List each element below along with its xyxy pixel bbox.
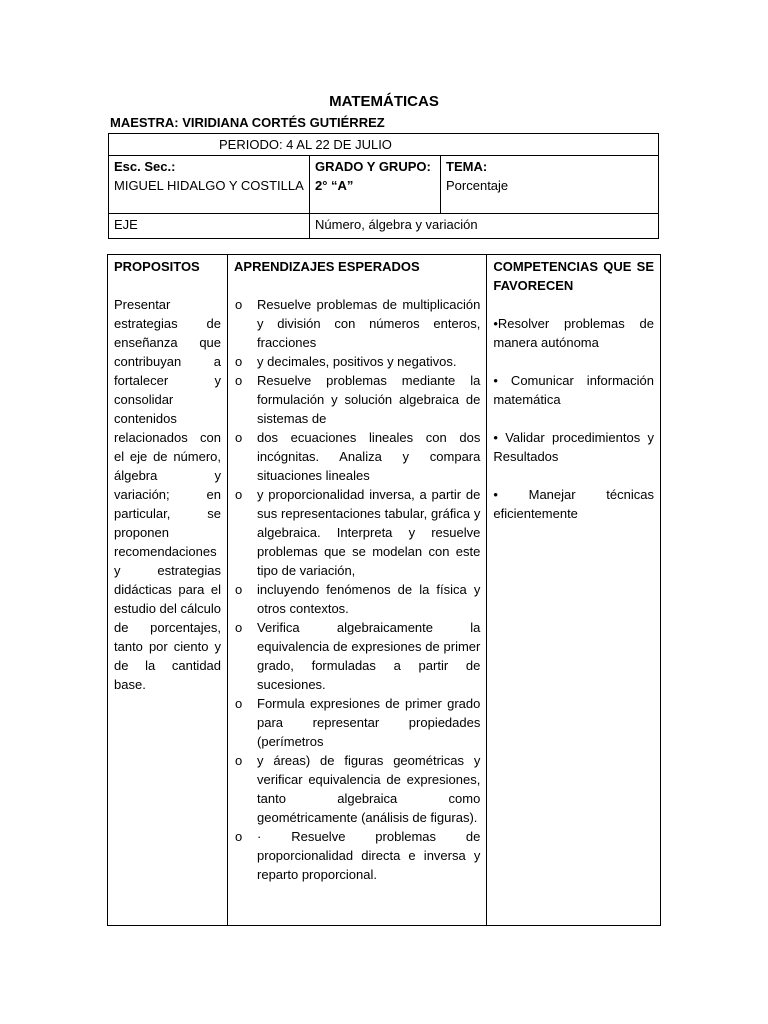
aprendizaje-item (234, 580, 480, 618)
aprendizaje-item (234, 827, 480, 884)
aprendizaje-item (234, 428, 480, 485)
aprendizaje-item (234, 618, 480, 694)
aprendizaje-text: Resuelve problemas de multiplicación y división con números enteros, fracciones (257, 297, 481, 350)
school-value: MIGUEL HIDALGO Y COSTILLA (114, 178, 304, 193)
aprendizaje-item (234, 485, 480, 580)
aprendizaje-text: y proporcionalidad inversa, a partir de sus representaciones tabular, gráfica y algebraica. Interpreta y resuelve problemas que se modelan con este tipo de variación, (257, 487, 481, 578)
aprendizajes-cell (228, 255, 487, 926)
grade-cell (310, 156, 441, 214)
topic-label: TEMA: (446, 159, 488, 174)
aprendizaje-item (234, 694, 480, 751)
aprendizaje-text: incluyendo fenómenos de la física y otros contextos. (257, 582, 481, 616)
bullet-marker: o (235, 829, 243, 844)
propositos-cell (108, 255, 228, 926)
aprendizaje-item (234, 371, 480, 428)
bullet-marker: o (235, 354, 243, 369)
competencias-header: COMPETENCIAS QUE SE FAVORECEN (493, 259, 654, 293)
competencia-item: • Validar procedimientos y Resultados (493, 430, 654, 464)
aprendizajes-list (234, 295, 480, 884)
competencia-item: • Manejar técnicas eficientemente (493, 487, 654, 521)
bullet-marker: o (235, 582, 243, 597)
competencias-cell (487, 255, 661, 926)
bullet-marker: o (235, 430, 243, 445)
planning-table (107, 254, 661, 926)
school-label: Esc. Sec.: (114, 159, 176, 174)
grade-value: 2° “A” (315, 178, 354, 193)
aprendizaje-item (234, 352, 480, 371)
topic-value: Porcentaje (446, 178, 509, 193)
aprendizaje-text: Resuelve problemas mediante la formulación y solución algebraica de sistemas de (257, 373, 481, 426)
bullet-marker: o (235, 373, 243, 388)
document-title: MATEMÁTICAS (329, 93, 439, 110)
aprendizajes-header: APRENDIZAJES ESPERADOS (234, 259, 420, 274)
propositos-text: Presentar estrategias de enseñanza que contribuyan a fortalecer y consolidar contenidos relacionados con el eje de número, álgebra y variación; en particular, se proponen recomendaciones y estrategias didácticas para el estudio del cálculo de porcentajes, tanto por ciento y de la cantidad base. (114, 297, 222, 692)
eje-value: Número, álgebra y variación (310, 214, 659, 239)
grade-label: GRADO Y GRUPO: (315, 159, 431, 174)
school-cell (109, 156, 310, 214)
bullet-marker: o (235, 620, 243, 635)
aprendizaje-item (234, 751, 480, 827)
aprendizaje-text: Verifica algebraicamente la equivalencia de expresiones de primer grado, formuladas a partir de sucesiones. (257, 620, 481, 692)
header-table (108, 133, 659, 239)
competencias-list (493, 314, 654, 523)
bullet-marker: o (235, 487, 243, 502)
topic-cell (441, 156, 659, 214)
aprendizaje-text: Formula expresiones de primer grado para representar propiedades (perímetros (257, 696, 481, 749)
aprendizaje-item (234, 295, 480, 352)
aprendizaje-text: dos ecuaciones lineales con dos incógnitas. Analiza y compara situaciones lineales (257, 430, 481, 483)
bullet-marker: o (235, 753, 243, 768)
bullet-marker: o (235, 696, 243, 711)
aprendizaje-text: · Resuelve problemas de proporcionalidad directa e inversa y reparto proporcional. (257, 829, 481, 882)
bullet-marker: o (235, 297, 243, 312)
teacher-name: MAESTRA: VIRIDIANA CORTÉS GUTIÉRREZ (110, 115, 385, 130)
aprendizaje-text: y áreas) de figuras geométricas y verificar equivalencia de expresiones, tanto algebraica como geométricamente (análisis de figuras). (257, 753, 481, 825)
periodo-cell: PERIODO: 4 AL 22 DE JULIO (109, 134, 659, 156)
propositos-header: PROPOSITOS (114, 259, 200, 274)
competencia-item: • Comunicar información matemática (493, 373, 654, 407)
aprendizaje-text: y decimales, positivos y negativos. (257, 354, 457, 369)
eje-label: EJE (109, 214, 310, 239)
competencia-item: •Resolver problemas de manera autónoma (493, 316, 654, 350)
